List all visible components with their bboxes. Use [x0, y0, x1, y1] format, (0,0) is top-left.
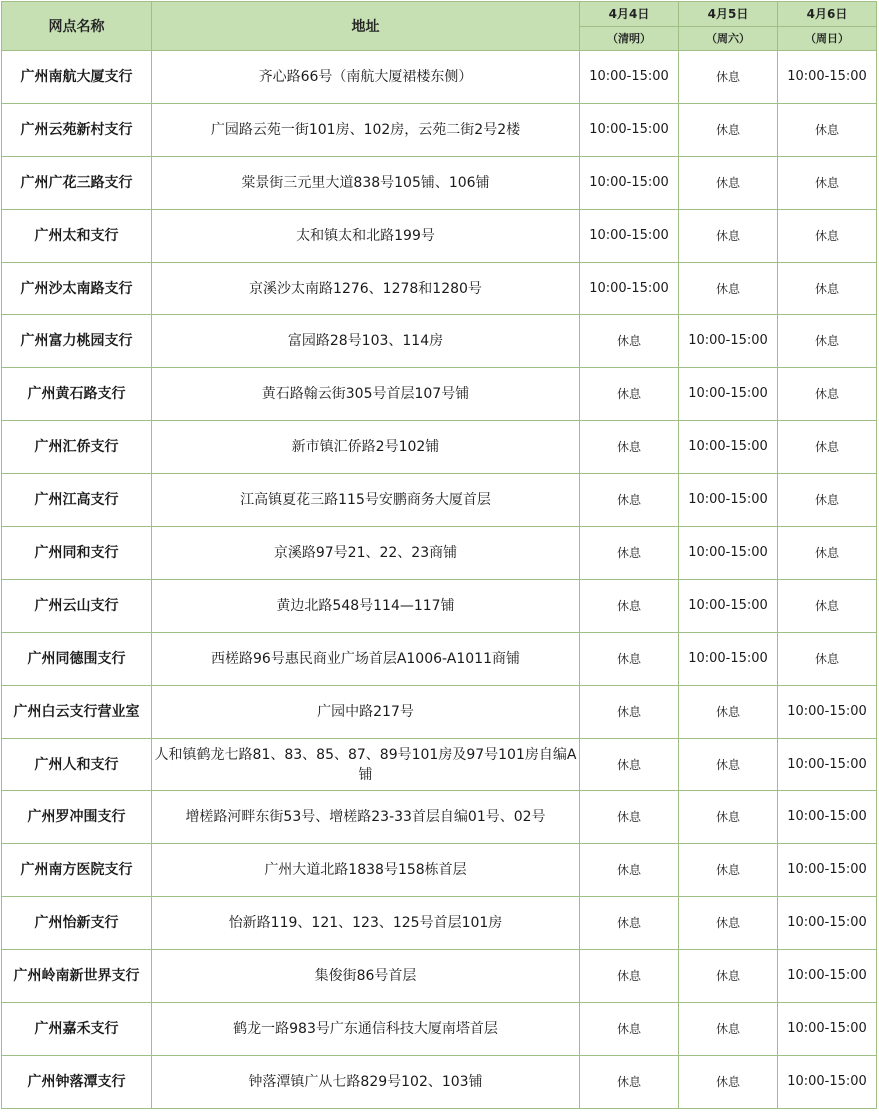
branch-name-cell: 广州黄石路支行 — [2, 368, 152, 421]
header-date-3: 4月6日 — [778, 2, 877, 27]
hours-cell-day-3: 10:00-15:00 — [778, 738, 877, 791]
branch-name-cell: 广州怡新支行 — [2, 897, 152, 950]
hours-cell-day-3: 10:00-15:00 — [778, 897, 877, 950]
header-note-3: （周日） — [778, 26, 877, 51]
hours-cell-day-2: 休息 — [679, 844, 778, 897]
address-cell: 鹤龙一路983号广东通信科技大厦南塔首层 — [152, 1003, 580, 1056]
hours-cell-day-3: 10:00-15:00 — [778, 51, 877, 104]
hours-cell-day-2: 休息 — [679, 262, 778, 315]
table-row — [2, 421, 877, 474]
branch-name-cell: 广州云山支行 — [2, 579, 152, 632]
branch-name-cell: 广州云苑新村支行 — [2, 103, 152, 156]
table-row — [2, 1055, 877, 1108]
address-cell: 广州大道北路1838号158栋首层 — [152, 844, 580, 897]
hours-cell-day-3: 休息 — [778, 368, 877, 421]
hours-cell-day-3: 休息 — [778, 421, 877, 474]
branch-name-cell: 广州沙太南路支行 — [2, 262, 152, 315]
table-row — [2, 897, 877, 950]
hours-cell-day-3: 休息 — [778, 262, 877, 315]
branch-name-cell: 广州同德围支行 — [2, 632, 152, 685]
branch-name-cell: 广州嘉禾支行 — [2, 1003, 152, 1056]
header-date-2: 4月5日 — [679, 2, 778, 27]
branch-name-cell: 广州同和支行 — [2, 527, 152, 580]
address-cell: 广园路云苑一街101房、102房，云苑二街2号2楼 — [152, 103, 580, 156]
address-cell: 增槎路河畔东街53号、增槎路23-33首层自编01号、02号 — [152, 791, 580, 844]
address-cell: 齐心路66号（南航大厦裙楼东侧） — [152, 51, 580, 104]
address-cell: 黄石路翰云街305号首层107号铺 — [152, 368, 580, 421]
hours-cell-day-2: 10:00-15:00 — [679, 527, 778, 580]
hours-cell-day-2: 休息 — [679, 51, 778, 104]
hours-cell-day-2: 10:00-15:00 — [679, 421, 778, 474]
address-cell: 西槎路96号惠民商业广场首层A1006-A1011商铺 — [152, 632, 580, 685]
branch-name-cell: 广州南航大厦支行 — [2, 51, 152, 104]
branch-name-cell: 广州江高支行 — [2, 474, 152, 527]
hours-cell-day-1: 休息 — [580, 1003, 679, 1056]
hours-cell-day-1: 休息 — [580, 474, 679, 527]
hours-cell-day-1: 10:00-15:00 — [580, 103, 679, 156]
hours-cell-day-1: 休息 — [580, 950, 679, 1003]
branch-name-cell: 广州富力桃园支行 — [2, 315, 152, 368]
table-row — [2, 738, 877, 791]
branch-name-cell: 广州汇侨支行 — [2, 421, 152, 474]
table-row — [2, 791, 877, 844]
address-cell: 太和镇太和北路199号 — [152, 209, 580, 262]
hours-cell-day-3: 休息 — [778, 579, 877, 632]
address-cell: 人和镇鹤龙七路81、83、85、87、89号101房及97号101房自编A铺 — [152, 738, 580, 791]
hours-cell-day-3: 休息 — [778, 527, 877, 580]
hours-cell-day-1: 10:00-15:00 — [580, 209, 679, 262]
hours-cell-day-1: 10:00-15:00 — [580, 51, 679, 104]
hours-cell-day-2: 休息 — [679, 1003, 778, 1056]
address-cell: 钟落潭镇广从七路829号102、103铺 — [152, 1055, 580, 1108]
hours-cell-day-3: 休息 — [778, 156, 877, 209]
branch-name-cell: 广州太和支行 — [2, 209, 152, 262]
hours-cell-day-3: 休息 — [778, 103, 877, 156]
table-row — [2, 51, 877, 104]
hours-cell-day-1: 休息 — [580, 527, 679, 580]
hours-cell-day-3: 10:00-15:00 — [778, 844, 877, 897]
table-row — [2, 368, 877, 421]
table-row — [2, 156, 877, 209]
header-date-1: 4月4日 — [580, 2, 679, 27]
address-cell: 江高镇夏花三路115号安鹏商务大厦首层 — [152, 474, 580, 527]
hours-cell-day-2: 休息 — [679, 738, 778, 791]
hours-cell-day-3: 休息 — [778, 209, 877, 262]
hours-cell-day-1: 休息 — [580, 844, 679, 897]
table-row — [2, 103, 877, 156]
table-row — [2, 685, 877, 738]
hours-cell-day-1: 10:00-15:00 — [580, 156, 679, 209]
hours-cell-day-2: 休息 — [679, 1055, 778, 1108]
table-row — [2, 262, 877, 315]
table-row — [2, 474, 877, 527]
address-cell: 新市镇汇侨路2号102铺 — [152, 421, 580, 474]
hours-cell-day-3: 休息 — [778, 315, 877, 368]
header-address: 地址 — [152, 2, 580, 51]
hours-cell-day-1: 休息 — [580, 685, 679, 738]
hours-cell-day-2: 休息 — [679, 103, 778, 156]
hours-cell-day-3: 10:00-15:00 — [778, 791, 877, 844]
hours-cell-day-2: 休息 — [679, 685, 778, 738]
table-header — [2, 2, 877, 51]
branch-name-cell: 广州岭南新世界支行 — [2, 950, 152, 1003]
branch-hours-table — [1, 1, 877, 1109]
hours-cell-day-3: 休息 — [778, 474, 877, 527]
table-row — [2, 1003, 877, 1056]
address-cell: 富园路28号103、114房 — [152, 315, 580, 368]
hours-cell-day-1: 休息 — [580, 738, 679, 791]
hours-cell-day-3: 10:00-15:00 — [778, 1055, 877, 1108]
hours-cell-day-3: 休息 — [778, 632, 877, 685]
hours-cell-day-2: 10:00-15:00 — [679, 632, 778, 685]
table-row — [2, 527, 877, 580]
table-row — [2, 632, 877, 685]
header-note-2: （周六） — [679, 26, 778, 51]
hours-cell-day-2: 休息 — [679, 209, 778, 262]
table-row — [2, 315, 877, 368]
table-row — [2, 844, 877, 897]
hours-cell-day-1: 休息 — [580, 1055, 679, 1108]
header-branch-name: 网点名称 — [2, 2, 152, 51]
hours-cell-day-3: 10:00-15:00 — [778, 1003, 877, 1056]
hours-cell-day-1: 休息 — [580, 315, 679, 368]
hours-cell-day-2: 10:00-15:00 — [679, 474, 778, 527]
branch-name-cell: 广州钟落潭支行 — [2, 1055, 152, 1108]
branch-name-cell: 广州罗冲围支行 — [2, 791, 152, 844]
hours-cell-day-1: 休息 — [580, 897, 679, 950]
address-cell: 集俊街86号首层 — [152, 950, 580, 1003]
hours-cell-day-2: 休息 — [679, 950, 778, 1003]
hours-cell-day-2: 10:00-15:00 — [679, 315, 778, 368]
hours-cell-day-2: 休息 — [679, 897, 778, 950]
table-row — [2, 209, 877, 262]
hours-cell-day-2: 10:00-15:00 — [679, 368, 778, 421]
hours-cell-day-2: 10:00-15:00 — [679, 579, 778, 632]
hours-cell-day-3: 10:00-15:00 — [778, 685, 877, 738]
branch-name-cell: 广州广花三路支行 — [2, 156, 152, 209]
table-row — [2, 579, 877, 632]
branch-name-cell: 广州人和支行 — [2, 738, 152, 791]
table-row — [2, 950, 877, 1003]
address-cell: 黄边北路548号114—117铺 — [152, 579, 580, 632]
hours-cell-day-1: 休息 — [580, 579, 679, 632]
address-cell: 京溪路97号21、22、23商铺 — [152, 527, 580, 580]
address-cell: 广园中路217号 — [152, 685, 580, 738]
hours-cell-day-1: 休息 — [580, 791, 679, 844]
hours-cell-day-2: 休息 — [679, 156, 778, 209]
hours-cell-day-1: 休息 — [580, 421, 679, 474]
address-cell: 棠景街三元里大道838号105铺、106铺 — [152, 156, 580, 209]
address-cell: 京溪沙太南路1276、1278和1280号 — [152, 262, 580, 315]
hours-cell-day-3: 10:00-15:00 — [778, 950, 877, 1003]
hours-cell-day-2: 休息 — [679, 791, 778, 844]
hours-cell-day-1: 10:00-15:00 — [580, 262, 679, 315]
header-note-1: （清明） — [580, 26, 679, 51]
branch-name-cell: 广州南方医院支行 — [2, 844, 152, 897]
hours-cell-day-1: 休息 — [580, 368, 679, 421]
hours-cell-day-1: 休息 — [580, 632, 679, 685]
address-cell: 怡新路119、121、123、125号首层101房 — [152, 897, 580, 950]
table-body — [2, 51, 877, 1109]
branch-name-cell: 广州白云支行营业室 — [2, 685, 152, 738]
